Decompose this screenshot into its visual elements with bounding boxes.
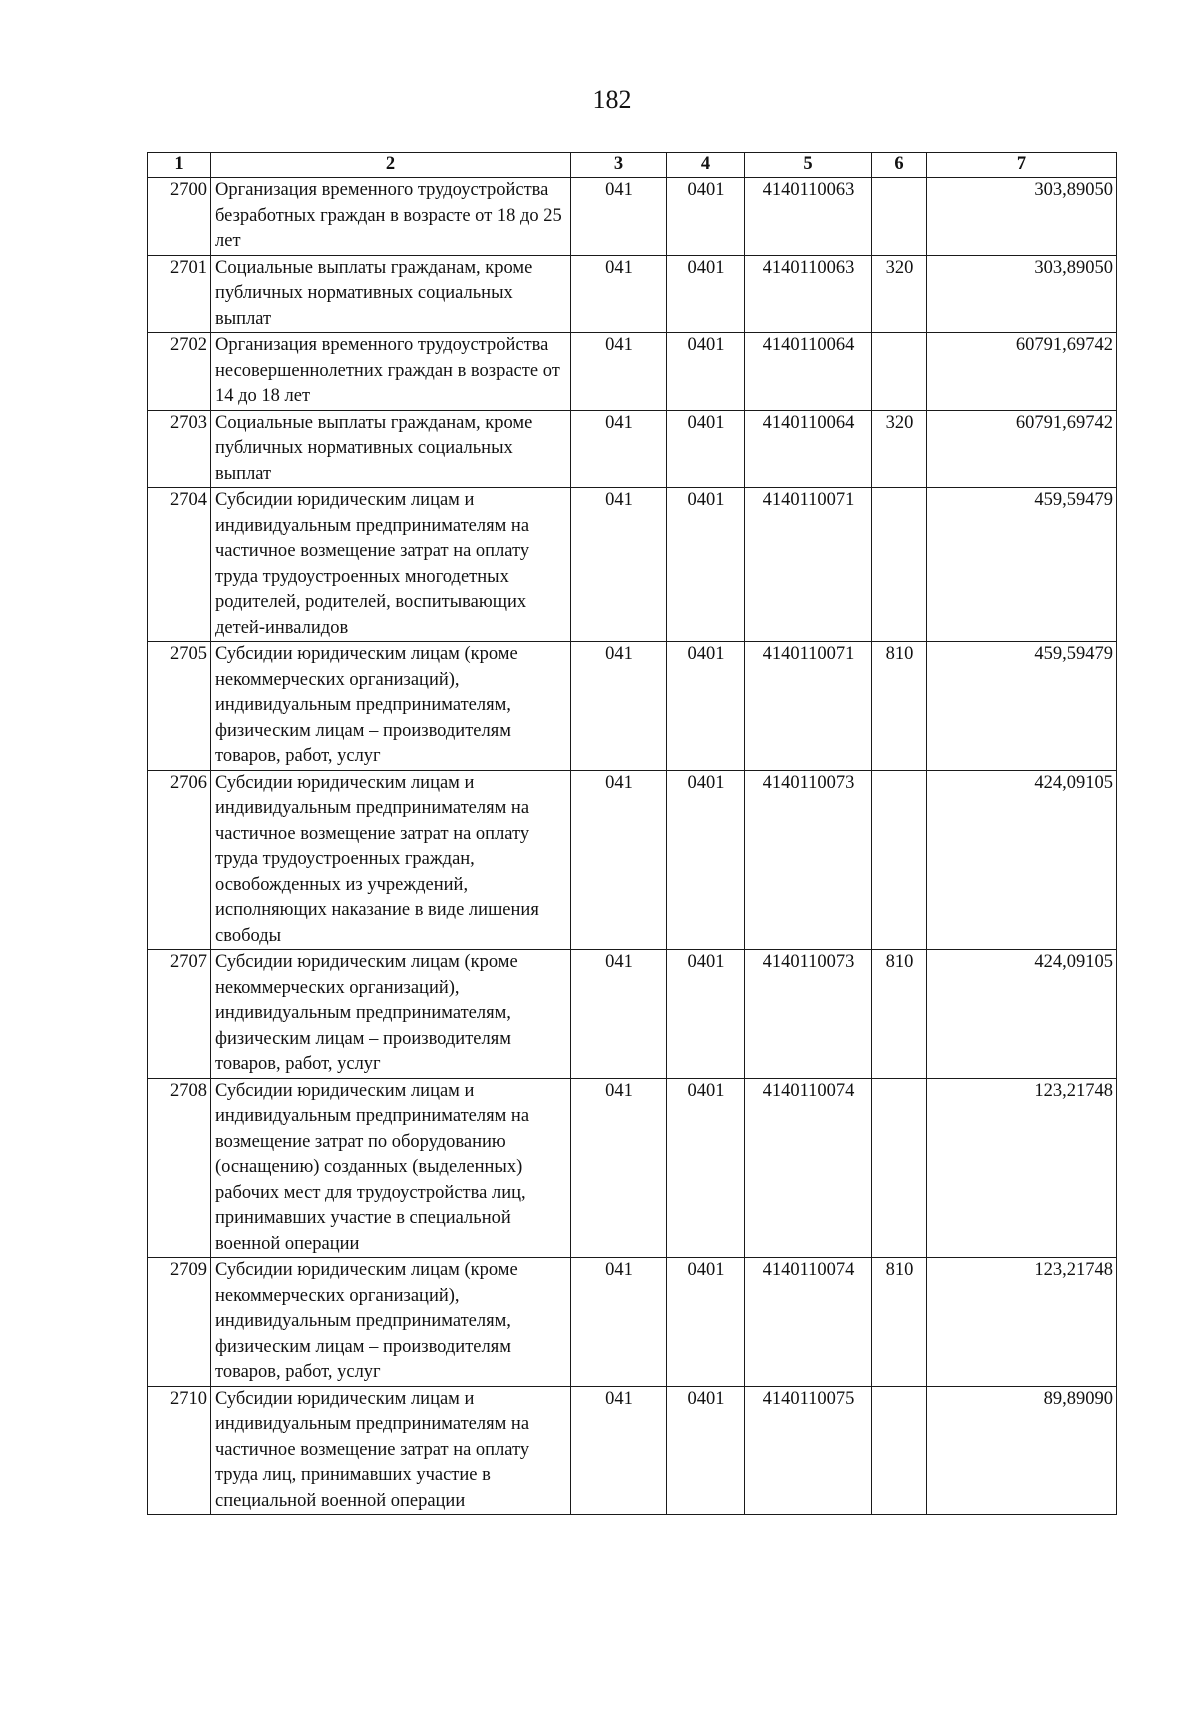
- row-code-col5: 4140110071: [745, 488, 872, 642]
- row-code-col6: 810: [872, 950, 927, 1079]
- row-amount: 123,21748: [927, 1078, 1117, 1258]
- table-row: [148, 1258, 1117, 1387]
- row-amount: 424,09105: [927, 950, 1117, 1079]
- column-header: 7: [927, 153, 1117, 178]
- row-code-col3: 041: [571, 488, 667, 642]
- table-row: [148, 178, 1117, 256]
- row-amount: 303,89050: [927, 178, 1117, 256]
- row-code-col5: 4140110071: [745, 642, 872, 771]
- row-amount: 459,59479: [927, 642, 1117, 771]
- row-name: Организация временного трудоустройства безработных граждан в возрасте от 18 до 25 лет: [211, 178, 571, 256]
- row-code-col3: 041: [571, 642, 667, 771]
- row-code-col4: 0401: [667, 488, 745, 642]
- row-code-col3: 041: [571, 770, 667, 950]
- row-code-col5: 4140110064: [745, 410, 872, 488]
- row-number: 2703: [148, 410, 211, 488]
- column-header: 3: [571, 153, 667, 178]
- row-code-col6: 320: [872, 410, 927, 488]
- row-code-col6: [872, 488, 927, 642]
- row-code-col3: 041: [571, 178, 667, 256]
- page-number: 182: [592, 85, 632, 114]
- row-code-col4: 0401: [667, 410, 745, 488]
- row-code-col5: 4140110064: [745, 333, 872, 411]
- row-code-col4: 0401: [667, 1258, 745, 1387]
- row-code-col6: [872, 333, 927, 411]
- row-amount: 60791,69742: [927, 333, 1117, 411]
- row-code-col6: [872, 1078, 927, 1258]
- row-name: Субсидии юридическим лицам (кроме некоммерческих организаций), индивидуальным предпринимателям, физическим лицам – производителям товаров, работ, услуг: [211, 950, 571, 1079]
- row-name: Организация временного трудоустройства несовершеннолетних граждан в возрасте от 14 до 18 лет: [211, 333, 571, 411]
- row-code-col4: 0401: [667, 178, 745, 256]
- table-row: [148, 642, 1117, 771]
- row-number: 2708: [148, 1078, 211, 1258]
- row-name: Субсидии юридическим лицам и индивидуальным предпринимателям на возмещение затрат по оборудованию (оснащению) созданных (выделенных) рабочих мест для трудоустройства лиц, принимавших участие в специальной военной операции: [211, 1078, 571, 1258]
- row-code-col4: 0401: [667, 950, 745, 1079]
- row-code-col4: 0401: [667, 1386, 745, 1515]
- row-code-col6: [872, 770, 927, 950]
- column-header: 5: [745, 153, 872, 178]
- row-code-col3: 041: [571, 255, 667, 333]
- row-code-col3: 041: [571, 333, 667, 411]
- row-code-col5: 4140110074: [745, 1078, 872, 1258]
- row-code-col3: 041: [571, 950, 667, 1079]
- row-code-col4: 0401: [667, 333, 745, 411]
- row-number: 2709: [148, 1258, 211, 1387]
- row-name: Социальные выплаты гражданам, кроме публичных нормативных социальных выплат: [211, 410, 571, 488]
- row-code-col6: [872, 1386, 927, 1515]
- row-code-col4: 0401: [667, 642, 745, 771]
- row-amount: 60791,69742: [927, 410, 1117, 488]
- row-code-col3: 041: [571, 410, 667, 488]
- row-number: 2702: [148, 333, 211, 411]
- row-code-col5: 4140110075: [745, 1386, 872, 1515]
- row-code-col4: 0401: [667, 255, 745, 333]
- row-amount: 459,59479: [927, 488, 1117, 642]
- row-name: Субсидии юридическим лицам и индивидуальным предпринимателям на частичное возмещение затрат на оплату труда трудоустроенных граждан, освобожденных из учреждений, исполняющих наказание в виде лишения свободы: [211, 770, 571, 950]
- row-code-col3: 041: [571, 1078, 667, 1258]
- row-name: Субсидии юридическим лицам (кроме некоммерческих организаций), индивидуальным предпринимателям, физическим лицам – производителям товаров, работ, услуг: [211, 642, 571, 771]
- table-row: [148, 255, 1117, 333]
- row-amount: 89,89090: [927, 1386, 1117, 1515]
- row-code-col6: 810: [872, 642, 927, 771]
- row-amount: 123,21748: [927, 1258, 1117, 1387]
- table-row: [148, 1386, 1117, 1515]
- column-header: 1: [148, 153, 211, 178]
- column-header: 2: [211, 153, 571, 178]
- row-name: Субсидии юридическим лицам (кроме некоммерческих организаций), индивидуальным предпринимателям, физическим лицам – производителям товаров, работ, услуг: [211, 1258, 571, 1387]
- row-code-col6: 810: [872, 1258, 927, 1387]
- row-number: 2707: [148, 950, 211, 1079]
- table-row: [148, 488, 1117, 642]
- row-number: 2706: [148, 770, 211, 950]
- column-header: 4: [667, 153, 745, 178]
- budget-table: [147, 152, 1117, 1515]
- row-number: 2704: [148, 488, 211, 642]
- row-code-col6: 320: [872, 255, 927, 333]
- row-amount: 303,89050: [927, 255, 1117, 333]
- table-header-row: [148, 153, 1117, 178]
- row-number: 2705: [148, 642, 211, 771]
- column-header: 6: [872, 153, 927, 178]
- row-name: Социальные выплаты гражданам, кроме публичных нормативных социальных выплат: [211, 255, 571, 333]
- table-row: [148, 950, 1117, 1079]
- row-number: 2701: [148, 255, 211, 333]
- row-code-col4: 0401: [667, 770, 745, 950]
- row-code-col5: 4140110063: [745, 255, 872, 333]
- row-code-col5: 4140110073: [745, 770, 872, 950]
- row-code-col3: 041: [571, 1386, 667, 1515]
- row-code-col5: 4140110073: [745, 950, 872, 1079]
- row-number: 2700: [148, 178, 211, 256]
- table-row: [148, 770, 1117, 950]
- row-code-col3: 041: [571, 1258, 667, 1387]
- table-row: [148, 333, 1117, 411]
- row-amount: 424,09105: [927, 770, 1117, 950]
- row-name: Субсидии юридическим лицам и индивидуальным предпринимателям на частичное возмещение затрат на оплату труда лиц, принимавших участие в специальной военной операции: [211, 1386, 571, 1515]
- row-code-col6: [872, 178, 927, 256]
- row-code-col4: 0401: [667, 1078, 745, 1258]
- row-name: Субсидии юридическим лицам и индивидуальным предпринимателям на частичное возмещение затрат на оплату труда трудоустроенных многодетных родителей, родителей, воспитывающих детей-инвалидов: [211, 488, 571, 642]
- table-row: [148, 1078, 1117, 1258]
- row-code-col5: 4140110063: [745, 178, 872, 256]
- table-row: [148, 410, 1117, 488]
- row-code-col5: 4140110074: [745, 1258, 872, 1387]
- row-number: 2710: [148, 1386, 211, 1515]
